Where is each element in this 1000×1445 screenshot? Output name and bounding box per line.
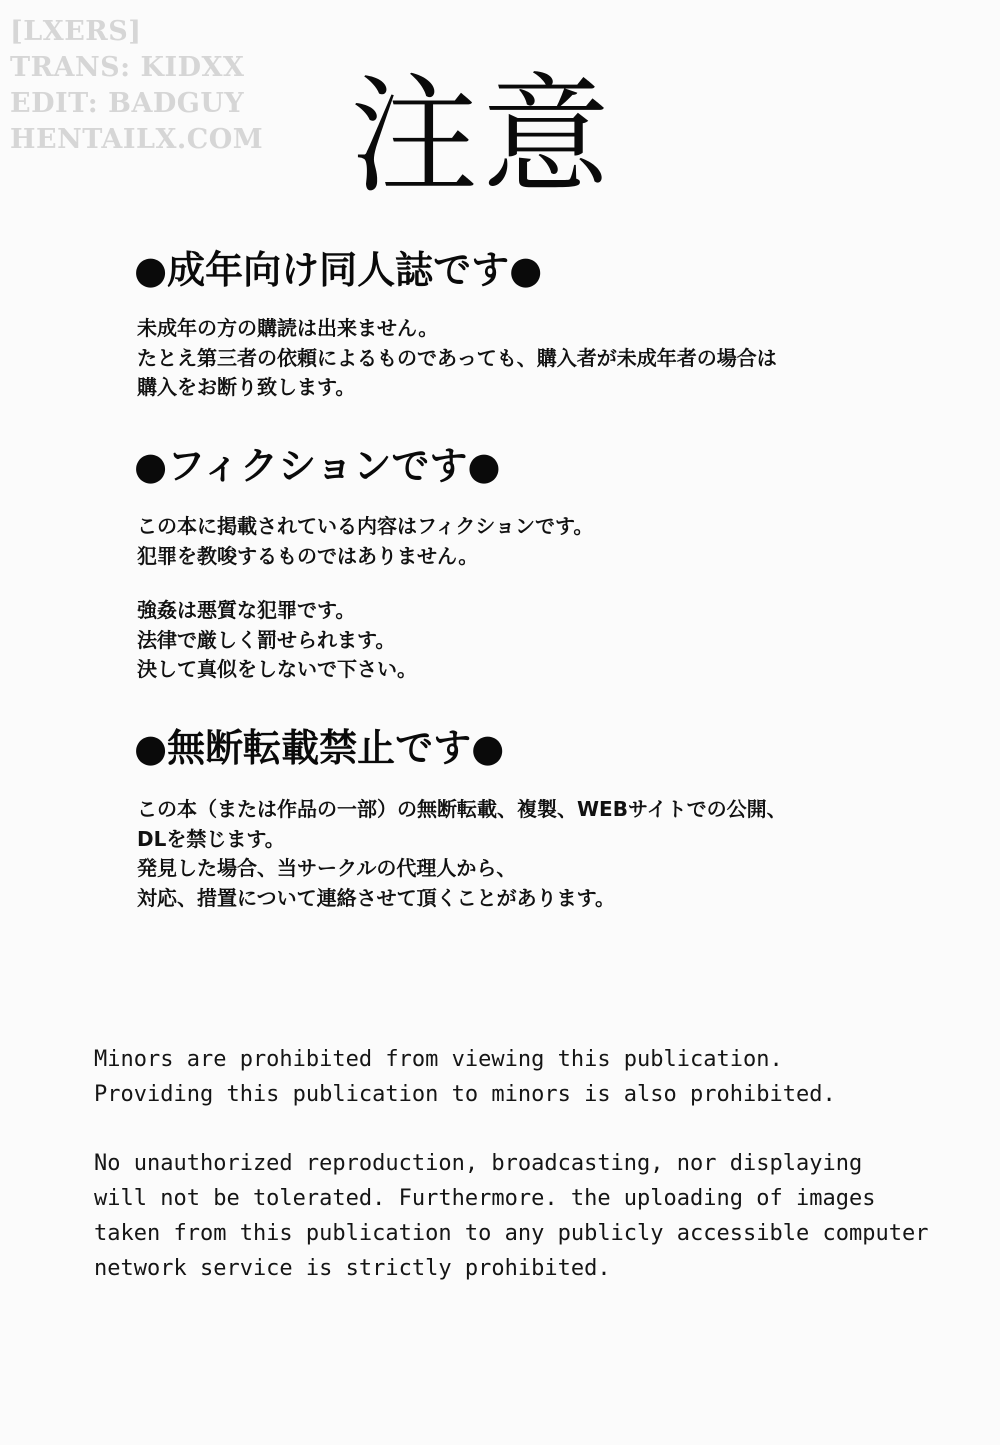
credit-editor: EDIT: BADGUY xyxy=(10,88,245,119)
paragraph-line: 発見した場合、当サークルの代理人から、 xyxy=(137,856,517,880)
english-line: Providing this publication to minors is also prohibited. xyxy=(94,1082,836,1107)
section-paragraph-fiction-2 xyxy=(137,596,417,685)
english-notice-reproduction xyxy=(94,1146,928,1286)
paragraph-line: 強姦は悪質な犯罪です。 xyxy=(137,598,356,622)
english-line: taken from this publication to any publicly accessible computer xyxy=(94,1221,929,1246)
section-paragraph-no-reprint xyxy=(137,795,787,913)
section-paragraph-adult xyxy=(137,314,777,403)
paragraph-line: この本に掲載されている内容はフィクションです。 xyxy=(137,514,594,538)
credit-translator: TRANS: KIDXX xyxy=(10,52,245,83)
english-line: network service is strictly prohibited. xyxy=(94,1256,611,1281)
credit-group: [LXERS] xyxy=(10,16,142,47)
english-line: will not be tolerated. Furthermore. the uploading of images xyxy=(94,1186,876,1211)
section-heading-no-reprint: ●無断転載禁止です● xyxy=(134,726,505,770)
section-heading-adult: ●成年向け同人誌です● xyxy=(134,248,543,292)
english-line: Minors are prohibited from viewing this publication. xyxy=(94,1047,783,1072)
paragraph-line: 犯罪を教唆するものではありません。 xyxy=(137,543,479,568)
paragraph-line: たとえ第三者の依頼によるものであっても、購入者が未成年者の場合は xyxy=(137,345,777,370)
paragraph-line: DLを禁じます。 xyxy=(137,826,285,851)
paragraph-line: 法律で厳しく罰せられます。 xyxy=(137,627,396,652)
paragraph-line: 未成年の方の購読は出来ません。 xyxy=(137,316,439,340)
credit-website: HENTAILX.COM xyxy=(10,124,264,155)
scanlation-credits xyxy=(10,14,263,158)
english-notice-minors xyxy=(94,1042,836,1112)
section-paragraph-fiction-1 xyxy=(137,512,593,571)
section-heading-fiction: ●フィクションです● xyxy=(134,444,501,488)
paragraph-line: 購入をお断り致します。 xyxy=(137,375,356,399)
page-title: 注意 xyxy=(350,62,615,211)
paragraph-line: 決して真似をしないで下さい。 xyxy=(137,657,417,681)
paragraph-line: 対応、措置について連絡させて頂くことがあります。 xyxy=(137,885,615,910)
english-line: No unauthorized reproduction, broadcasting, nor displaying xyxy=(94,1151,863,1176)
paragraph-line: この本（または作品の一部）の無断転載、複製、WEBサイトでの公開、 xyxy=(137,797,787,821)
